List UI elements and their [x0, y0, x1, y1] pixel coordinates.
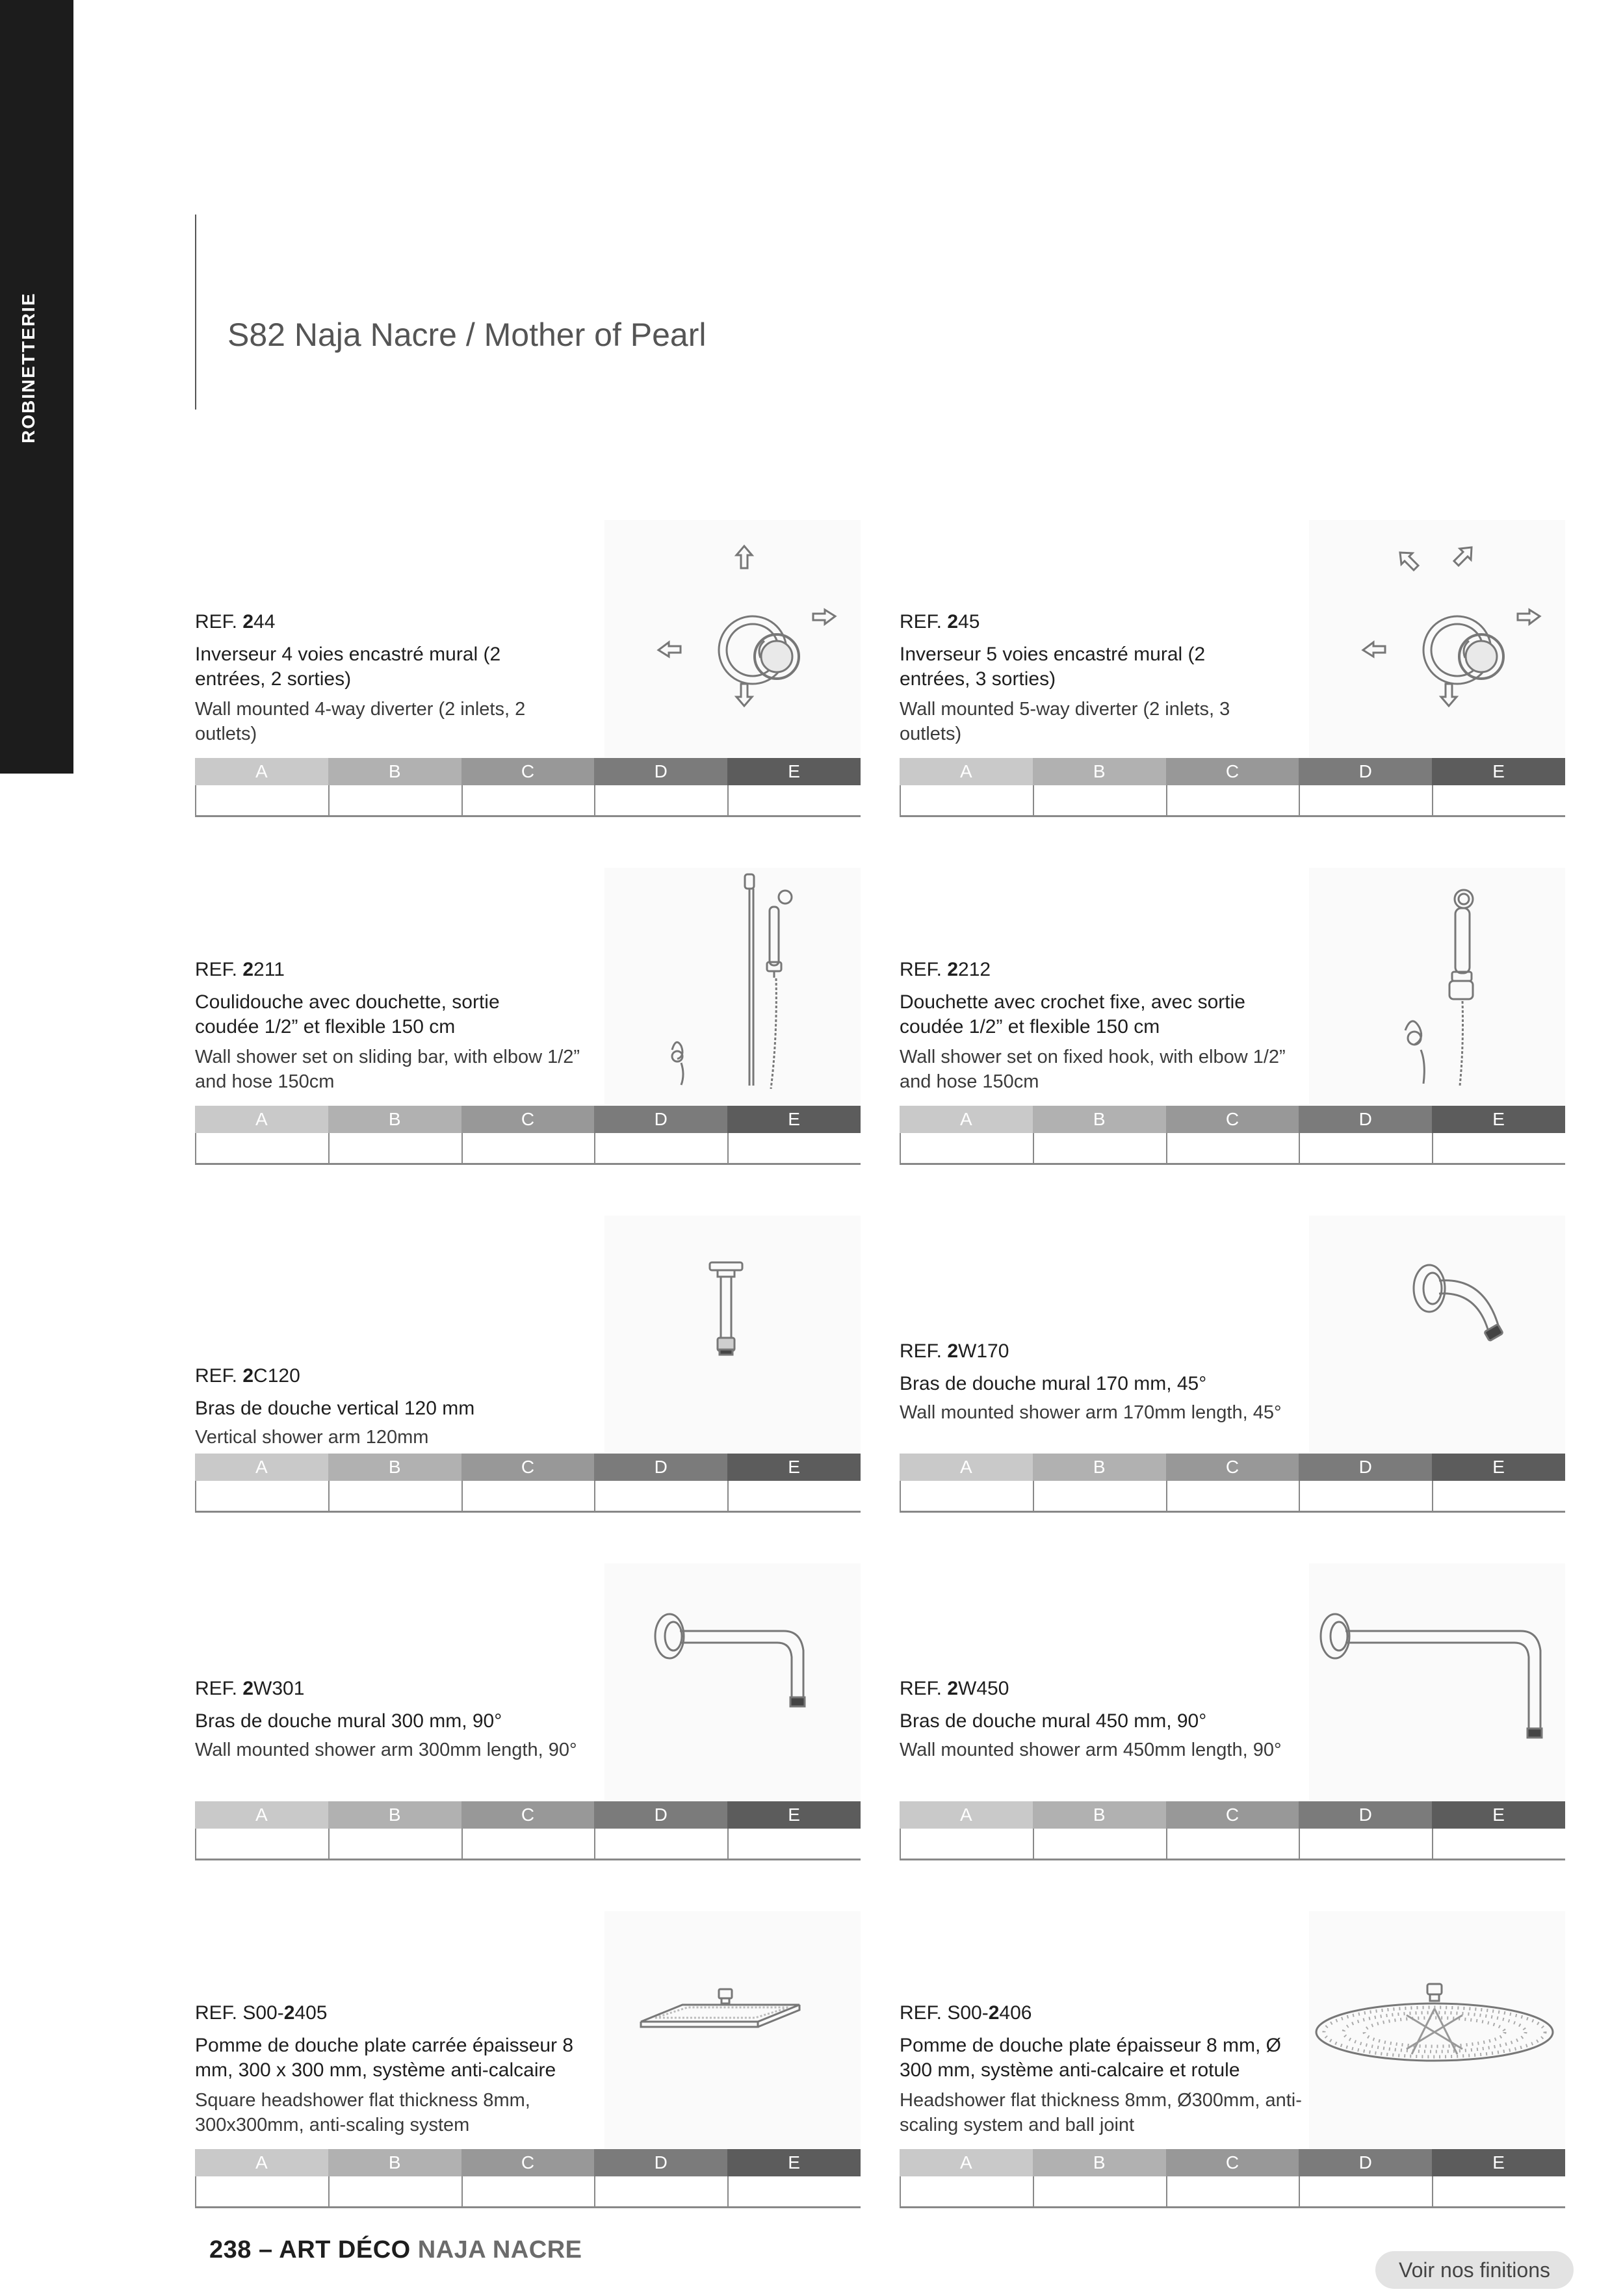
- finish-cell: [461, 1829, 595, 1859]
- finish-header-c: C: [461, 1106, 595, 1133]
- finish-header-b: B: [1033, 1454, 1166, 1481]
- finish-cell: [1033, 785, 1166, 815]
- finish-cell: [1166, 1133, 1299, 1163]
- product-image-shower-arm-450: [1309, 1563, 1565, 1801]
- finish-header-a: A: [900, 2149, 1033, 2176]
- product-image-shower-arm-300: [604, 1563, 861, 1801]
- product-card: [900, 1911, 1565, 2210]
- finish-header-c: C: [1166, 2149, 1299, 2176]
- product-description-en: Wall mounted 4-way diverter (2 inlets, 2 outlets): [195, 699, 526, 744]
- finish-cell: [1299, 1133, 1432, 1163]
- product-description-fr: Inverseur 5 voies encastré mural (2 entrées, 3 sorties): [900, 644, 1206, 690]
- finish-cell: [1432, 1133, 1565, 1163]
- finish-table: [900, 758, 1565, 817]
- product-image-sliding-bar-shower: [604, 868, 861, 1105]
- finish-cell: [1033, 1481, 1166, 1511]
- product-card: [900, 520, 1565, 819]
- product-image-shower-arm-45: [1309, 1216, 1565, 1453]
- product-image-fixed-hook-shower: [1309, 868, 1565, 1105]
- finish-table: [195, 2149, 861, 2208]
- finish-header-b: B: [328, 1454, 461, 1481]
- finish-cell: [328, 2176, 461, 2206]
- finish-cell: [1166, 1481, 1299, 1511]
- product-card: [195, 1216, 861, 1515]
- page-number: 238: [209, 2236, 252, 2263]
- product-card: [195, 1563, 861, 1862]
- product-image-diverter-5way: [1309, 520, 1565, 757]
- finish-cell: [727, 1481, 861, 1511]
- finish-cell: [328, 785, 461, 815]
- finish-header-d: D: [594, 2149, 727, 2176]
- product-card: [195, 520, 861, 819]
- finish-header-d: D: [1299, 1801, 1432, 1829]
- finish-cell: [195, 785, 328, 815]
- finish-header-b: B: [1033, 1106, 1166, 1133]
- finish-cell: [594, 785, 727, 815]
- product-description-en: Wall mounted shower arm 170mm length, 45°: [900, 1402, 1282, 1423]
- finish-header-e: E: [1432, 758, 1565, 785]
- finish-cell: [1166, 1829, 1299, 1859]
- finish-cell: [900, 785, 1033, 815]
- finish-header-c: C: [461, 1801, 595, 1829]
- product-description-en: Vertical shower arm 120mm: [195, 1427, 429, 1448]
- finish-header-a: A: [195, 758, 328, 785]
- finish-cell: [1299, 1481, 1432, 1511]
- product-ref: REF. S00-2405: [195, 2002, 328, 2024]
- finish-header-d: D: [1299, 1106, 1432, 1133]
- finish-header-d: D: [1299, 758, 1432, 785]
- finish-cell: [328, 1481, 461, 1511]
- finish-header-e: E: [727, 758, 861, 785]
- finish-header-e: E: [727, 1801, 861, 1829]
- finish-header-c: C: [461, 758, 595, 785]
- product-ref: REF. 2211: [195, 959, 285, 980]
- product-card: [195, 1911, 861, 2210]
- finish-header-b: B: [328, 758, 461, 785]
- product-description-fr: Bras de douche mural 300 mm, 90°: [195, 1710, 502, 1732]
- product-description-fr: Coulidouche avec douchette, sortie coudée 1/2” et flexible 150 cm: [195, 991, 500, 1037]
- product-ref: REF. 2C120: [195, 1365, 300, 1387]
- finish-header-a: A: [195, 1454, 328, 1481]
- finish-cell: [1033, 1829, 1166, 1859]
- finish-cell: [1299, 1829, 1432, 1859]
- product-image-vertical-shower-arm: [604, 1216, 861, 1453]
- finish-header-b: B: [1033, 2149, 1166, 2176]
- finish-table: [195, 1801, 861, 1860]
- finish-table: [900, 1106, 1565, 1165]
- finish-cell: [1432, 785, 1565, 815]
- range-name: NAJA NACRE: [410, 2236, 582, 2263]
- finish-cell: [900, 1133, 1033, 1163]
- finish-table: [195, 1106, 861, 1165]
- finish-cell: [461, 785, 595, 815]
- finish-header-b: B: [328, 1106, 461, 1133]
- finish-header-d: D: [594, 1454, 727, 1481]
- finish-cell: [594, 1829, 727, 1859]
- product-ref: REF. 245: [900, 611, 980, 633]
- finish-cell: [594, 1481, 727, 1511]
- finish-cell: [727, 2176, 861, 2206]
- finish-cell: [594, 2176, 727, 2206]
- finish-cell: [1033, 1133, 1166, 1163]
- side-tab-label: ROBINETTERIE: [18, 292, 38, 443]
- finish-header-e: E: [727, 1106, 861, 1133]
- finish-cell: [461, 2176, 595, 2206]
- finish-cell: [1166, 785, 1299, 815]
- finish-header-d: D: [594, 1106, 727, 1133]
- finish-header-a: A: [900, 1454, 1033, 1481]
- product-description-fr: Pomme de douche plate épaisseur 8 mm, Ø 300 mm, système anti-calcaire et rotule: [900, 2035, 1281, 2081]
- product-ref: REF. 2212: [900, 959, 991, 980]
- product-ref: REF. 2W450: [900, 1678, 1009, 1699]
- finish-cell: [900, 1829, 1033, 1859]
- finish-cell: [328, 1829, 461, 1859]
- finish-cell: [1299, 785, 1432, 815]
- product-description-en: Wall mounted shower arm 450mm length, 90°: [900, 1740, 1282, 1760]
- finish-header-d: D: [594, 758, 727, 785]
- product-description-fr: Inverseur 4 voies encastré mural (2 entrées, 2 sorties): [195, 644, 501, 690]
- finish-header-a: A: [900, 758, 1033, 785]
- finish-cell: [1033, 2176, 1166, 2206]
- view-finishes-button[interactable]: Voir nos finitions: [1375, 2251, 1574, 2289]
- product-ref: REF. 2W301: [195, 1678, 305, 1699]
- finish-cell: [461, 1481, 595, 1511]
- finish-cell: [195, 2176, 328, 2206]
- finish-header-e: E: [1432, 2149, 1565, 2176]
- finish-header-a: A: [900, 1801, 1033, 1829]
- finish-header-d: D: [594, 1801, 727, 1829]
- finish-header-a: A: [195, 1106, 328, 1133]
- product-description-en: Headshower flat thickness 8mm, Ø300mm, anti-scaling system and ball joint: [900, 2090, 1302, 2135]
- finish-header-b: B: [1033, 1801, 1166, 1829]
- finish-header-e: E: [727, 1454, 861, 1481]
- product-card: [900, 1563, 1565, 1862]
- finish-table: [195, 1454, 861, 1513]
- product-ref: REF. S00-2406: [900, 2002, 1032, 2024]
- finish-header-b: B: [328, 2149, 461, 2176]
- finish-header-a: A: [900, 1106, 1033, 1133]
- finish-header-e: E: [727, 2149, 861, 2176]
- finish-table: [900, 1454, 1565, 1513]
- product-card: [900, 868, 1565, 1167]
- finish-cell: [1432, 2176, 1565, 2206]
- collection-name: ART DÉCO: [279, 2236, 411, 2263]
- finish-table: [900, 1801, 1565, 1860]
- finish-header-d: D: [1299, 1454, 1432, 1481]
- finish-cell: [1299, 2176, 1432, 2206]
- finish-cell: [195, 1133, 328, 1163]
- finish-header-c: C: [1166, 758, 1299, 785]
- finish-header-e: E: [1432, 1454, 1565, 1481]
- product-card: [900, 1216, 1565, 1515]
- finish-cell: [1166, 2176, 1299, 2206]
- product-description-en: Wall mounted shower arm 300mm length, 90°: [195, 1740, 577, 1760]
- finish-header-b: B: [1033, 758, 1166, 785]
- product-description-fr: Douchette avec crochet fixe, avec sortie coudée 1/2” et flexible 150 cm: [900, 991, 1245, 1037]
- finish-cell: [727, 1829, 861, 1859]
- product-description-fr: Bras de douche mural 170 mm, 45°: [900, 1373, 1207, 1394]
- finish-header-b: B: [328, 1801, 461, 1829]
- product-ref: REF. 244: [195, 611, 276, 633]
- finish-header-e: E: [1432, 1801, 1565, 1829]
- finish-cell: [195, 1481, 328, 1511]
- product-description-fr: Bras de douche mural 450 mm, 90°: [900, 1710, 1207, 1732]
- finish-cell: [195, 1829, 328, 1859]
- finish-header-a: A: [195, 2149, 328, 2176]
- product-description-en: Wall shower set on sliding bar, with elbow 1/2” and hose 150cm: [195, 1047, 580, 1092]
- finish-cell: [461, 1133, 595, 1163]
- page-footer: 238 – ART DÉCO NAJA NACRE: [209, 2236, 582, 2263]
- finish-cell: [727, 1133, 861, 1163]
- finish-cell: [594, 1133, 727, 1163]
- finish-header-c: C: [461, 2149, 595, 2176]
- finish-header-c: C: [1166, 1454, 1299, 1481]
- product-description-en: Wall mounted 5-way diverter (2 inlets, 3 outlets): [900, 699, 1230, 744]
- finish-table: [900, 2149, 1565, 2208]
- finish-cell: [900, 1481, 1033, 1511]
- finish-header-c: C: [1166, 1106, 1299, 1133]
- product-ref: REF. 2W170: [900, 1340, 1009, 1362]
- finish-table: [195, 758, 861, 817]
- title-rule: [195, 215, 196, 410]
- product-description-fr: Pomme de douche plate carrée épaisseur 8 mm, 300 x 300 mm, système anti-calcaire: [195, 2035, 574, 2081]
- finish-header-a: A: [195, 1801, 328, 1829]
- finish-header-c: C: [1166, 1801, 1299, 1829]
- finish-header-d: D: [1299, 2149, 1432, 2176]
- finish-cell: [900, 2176, 1033, 2206]
- finish-cell: [1432, 1481, 1565, 1511]
- side-tab: [0, 0, 73, 774]
- finish-header-c: C: [461, 1454, 595, 1481]
- page-title: S82 Naja Nacre / Mother of Pearl: [227, 316, 707, 353]
- product-description-en: Wall shower set on fixed hook, with elbow 1/2” and hose 150cm: [900, 1047, 1286, 1092]
- product-image-round-headshower: [1309, 1911, 1565, 2148]
- finish-header-e: E: [1432, 1106, 1565, 1133]
- product-description-fr: Bras de douche vertical 120 mm: [195, 1398, 475, 1419]
- product-image-diverter-4way: [604, 520, 861, 757]
- finish-cell: [328, 1133, 461, 1163]
- product-description-en: Square headshower flat thickness 8mm, 300x300mm, anti-scaling system: [195, 2090, 530, 2135]
- finish-cell: [727, 785, 861, 815]
- finish-cell: [1432, 1829, 1565, 1859]
- product-image-square-headshower: [604, 1911, 861, 2148]
- product-card: [195, 868, 861, 1167]
